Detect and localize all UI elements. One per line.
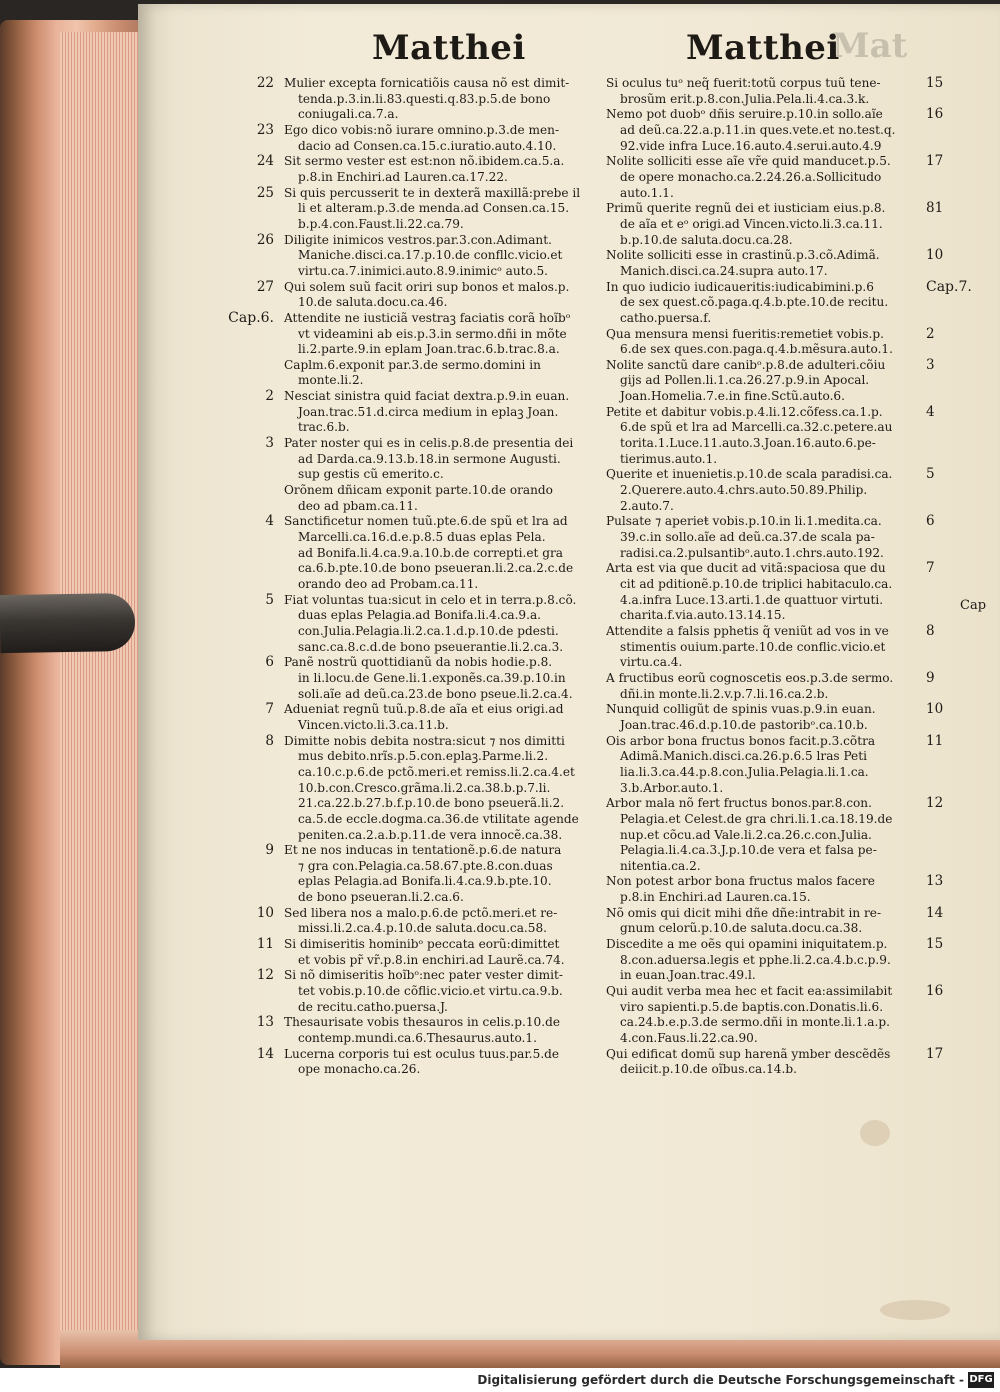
text-line: lia.li.3.ca.44.p.8.con.Julia.Pelagia.li.1.ca. — [620, 764, 869, 779]
verse-number: 17 — [926, 1045, 944, 1062]
verse-number: 3 — [265, 435, 274, 452]
text-line: li.2.parte.9.in eplam Joan.trac.6.b.trac.8.a. — [298, 342, 560, 357]
text-line: Nunquid colligũt de spinis vuas.p.9.in euan. — [606, 702, 876, 717]
text-line: Nõ omis qui dicit mihi dñe dñe:intrabit in re- — [606, 905, 882, 920]
verse-entry — [606, 356, 935, 405]
dfg-logo: DFG — [968, 1372, 994, 1388]
verse-entry — [606, 403, 935, 468]
verse-number: 24 — [256, 153, 274, 170]
text-line: de sex quest.cõ.paga.q.4.b.pte.10.de recitu. — [620, 295, 889, 310]
verse-entry — [606, 904, 944, 937]
verse-entry — [256, 75, 602, 123]
verse-number: 16 — [926, 983, 944, 1000]
text-line: 6.de sex ques.con.paga.q.4.b.mẽsura.auto.1. — [620, 342, 893, 357]
text-line: Nolite solliciti esse in crastinũ.p.3.cõ.Adimã. — [606, 248, 880, 263]
verse-entry — [606, 75, 944, 107]
verse-number: 8 — [265, 732, 274, 749]
chapter-marker: Cap.7. — [926, 278, 972, 295]
verse-entry — [256, 936, 602, 968]
text-line: Dimitte nobis debita nostra:sicut ⁊ nos dimitti — [284, 733, 565, 748]
text-line: sup gestis cũ emerito.c. — [298, 467, 444, 482]
verse-entry — [606, 278, 972, 327]
page-pointer-tool — [0, 593, 135, 653]
text-line: Adimã.Manich.disci.ca.26.p.6.5 lras Peti — [620, 749, 867, 764]
text-line: monte.li.2. — [298, 373, 364, 388]
verse-number: 26 — [256, 231, 274, 248]
text-line: Nemo pot duobᵒ dñis seruire.p.10.in sollo.aĩe — [606, 107, 883, 122]
text-line: in li.locu.de Gene.li.1.exponẽs.ca.39.p.10.in — [298, 670, 566, 685]
verse-number: 15 — [926, 75, 944, 91]
verse-number: 10 — [256, 904, 274, 921]
text-line: Querite et inuenietis.p.10.de scala paradisi.ca. — [606, 467, 893, 482]
text-line: tenda.p.3.in.li.83.questi.q.83.p.5.de bono — [298, 91, 551, 106]
verse-number: 15 — [926, 936, 944, 953]
text-line: Petite et dabitur vobis.p.4.li.12.cõfess.ca.1.p. — [606, 404, 883, 419]
text-line: ad Bonifa.li.4.ca.9.a.10.b.de correpti.et gra — [298, 545, 563, 560]
text-line: Attendite ne iusticiã vestraꝫ faciatis corã hoĩbᵒ — [284, 310, 571, 325]
verse-entry — [606, 669, 935, 702]
text-line: charita.f.via.auto.13.14.15. — [620, 608, 786, 623]
text-line: Joan.trac.51.d.circa medium in eplaꝫ Joan. — [298, 404, 559, 419]
verse-number: 6 — [926, 513, 935, 530]
text-line: in euan.Joan.trac.49.l. — [620, 968, 756, 983]
left-text-column — [228, 75, 602, 1078]
verse-entry — [606, 936, 944, 984]
text-line: Pelagia.et Celest.de gra chri.li.1.ca.18.19.de — [620, 811, 893, 826]
verse-entry — [256, 231, 602, 280]
verse-entry — [265, 701, 602, 733]
verse-number: 7 — [926, 560, 935, 577]
text-line: Thesaurisate vobis thesauros in celis.p.10.de — [284, 1015, 560, 1030]
text-line: 2.Querere.auto.4.chrs.auto.50.89.Philip. — [620, 483, 868, 498]
verse-entry — [606, 153, 944, 201]
verse-number: 2 — [265, 388, 274, 405]
verse-entry — [256, 278, 602, 311]
text-line: A fructibus eorũ cognoscetis eos.p.3.de sermo. — [606, 670, 894, 685]
verse-number: 3 — [926, 356, 935, 373]
text-line: ad Darda.ca.9.13.b.18.in sermone Augusti. — [298, 451, 561, 466]
verse-entry — [256, 153, 602, 185]
text-line: b.p.10.de saluta.docu.ca.28. — [620, 232, 793, 247]
digitization-footer — [0, 1368, 1000, 1392]
text-line: vt videamini ab eis.p.3.in sermo.dñi in mõte — [298, 326, 567, 341]
verse-entry — [606, 732, 944, 797]
text-line: Et ne nos inducas in tentationẽ.p.6.de natura — [284, 843, 562, 858]
text-line: Caplm.6.exponit par.3.de sermo.domini in — [284, 357, 541, 372]
paper-stain — [860, 1120, 890, 1146]
text-line: de recitu.catho.puersa.J. — [298, 999, 448, 1014]
text-line: ope monacho.ca.26. — [298, 1062, 421, 1077]
text-line: Nolite sanctũ dare canibᵒ.p.8.de adulteri.cõiu — [606, 357, 886, 372]
verse-entry — [284, 358, 602, 389]
text-line: soli.aĩe ad deũ.ca.23.de bono pseue.li.2.ca.4. — [298, 686, 573, 701]
text-line: Qui solem suũ facit oriri sup bonos et malos.p. — [284, 279, 570, 294]
verse-number: 11 — [926, 732, 944, 749]
chapter-marker: Cap.6. — [228, 309, 274, 326]
verse-entry — [606, 622, 935, 671]
text-line: 6.de spũ et lra ad Marcelli.ca.32.c.petere.au — [620, 420, 893, 435]
text-line: contemp.mundi.ca.6.Thesaurus.auto.1. — [298, 1031, 537, 1046]
text-line: Arta est via que ducit ad vitã:spaciosa que du — [606, 561, 886, 576]
verse-number: 6 — [265, 654, 274, 671]
text-line: 8.con.aduersa.legis et pphe.li.2.ca.4.b.c.p.9. — [620, 952, 891, 967]
verse-entry — [606, 701, 944, 733]
text-line: auto.1.1. — [620, 185, 674, 200]
verse-entry — [256, 967, 602, 1015]
text-line: Diligite inimicos vestros.par.3.con.Adimant. — [284, 232, 552, 247]
verse-number: 22 — [256, 75, 274, 91]
text-line: deiicit.p.10.de oĩbus.ca.14.b. — [620, 1062, 797, 1077]
text-line: deo ad pbam.ca.11. — [298, 498, 418, 513]
text-line: Nesciat sinistra quid faciat dextra.p.9.in euan. — [284, 389, 570, 404]
verse-entry — [606, 247, 944, 279]
verse-number: 5 — [926, 466, 935, 483]
text-line: Fiat voluntas tua:sicut in celo et in terra.p.8.cõ. — [284, 592, 577, 607]
verse-entry — [606, 466, 935, 514]
text-line: cit ad pditionẽ.p.10.de triplici habitaculo.ca. — [620, 577, 893, 591]
text-line: et vobis pr̃ vr̃.p.8.in enchiri.ad Laurẽ.ca.74. — [298, 952, 565, 967]
text-line: Sanctificetur nomen tuũ.pte.6.de spũ et lra ad — [284, 514, 568, 529]
text-line: Si quis percusserit te in dexterã maxillã:prebe il — [284, 185, 581, 200]
text-line: de opere monacho.ca.2.24.26.a.Sollicitudo — [620, 169, 882, 184]
verse-number: 4 — [926, 403, 935, 420]
text-line: 10.de saluta.docu.ca.46. — [298, 295, 448, 310]
verse-number: 13 — [256, 1014, 274, 1031]
verse-number: 10 — [926, 247, 944, 264]
text-line: Sed libera nos a malo.p.6.de pctõ.meri.et re- — [284, 905, 558, 920]
verse-number: 81 — [926, 200, 944, 217]
text-line: Panẽ nostrũ quottidianũ da nobis hodie.p.8. — [284, 655, 553, 670]
text-line: Orõnem dñicam exponit parte.10.de orando — [284, 483, 553, 498]
paper-stain — [880, 1300, 950, 1320]
text-line: 92.vide infra Luce.16.auto.4.serui.auto.4.9 — [620, 138, 882, 153]
text-line: Nolite solliciti esse aĩe vr̃e quid manducet.p.5. — [606, 154, 891, 169]
verse-number: 12 — [926, 795, 944, 812]
text-line: Qui audit verba mea hec et facit ea:assimilabit — [606, 984, 893, 999]
text-line: Ego dico vobis:nõ iurare omnino.p.3.de men- — [284, 122, 560, 137]
verse-number: 13 — [926, 873, 944, 890]
text-line: de aĩa et eᵒ origi.ad Vincen.victo.li.3.ca.11. — [620, 216, 883, 231]
verse-entry — [606, 200, 944, 248]
text-line: nup.et cõcu.ad Vale.li.2.ca.26.c.con.Julia. — [620, 827, 872, 842]
text-line: Joan.Homelia.7.e.in fine.Sctũ.auto.6. — [620, 389, 845, 404]
text-line: radisi.ca.2.pulsantibᵒ.auto.1.chrs.auto.192. — [620, 545, 884, 560]
text-line: ⁊ gra con.Pelagia.ca.58.67.pte.8.con.duas — [298, 858, 553, 873]
verse-number: 23 — [256, 121, 274, 138]
verse-entry — [606, 513, 935, 561]
text-line: Non potest arbor bona fructus malos facere — [606, 874, 875, 889]
text-line: ca.10.c.p.6.de pctõ.meri.et remiss.li.2.ca.4.et — [298, 764, 575, 779]
text-line: Sit sermo vester est est:non nõ.ibidem.ca.5.a. — [284, 154, 565, 169]
text-line: Qui edificat domũ sup harenã ymber descẽdẽs — [606, 1046, 891, 1061]
verse-entry — [606, 873, 944, 905]
text-line: catho.puersa.f. — [620, 310, 712, 325]
text-line: Discedite a me oẽs qui opamini iniquitatem.p. — [606, 937, 888, 952]
text-line: ca.6.b.pte.10.de bono pseueran.li.2.ca.2.c.de — [298, 561, 574, 576]
text-line: Attendite a falsis pphetis q̃ veniũt ad vos in ve — [606, 623, 889, 638]
text-line: p.8.in Enchiri.ad Lauren.ca.17.22. — [298, 169, 508, 184]
text-line: Qua mensura mensi fueritis:remetieŧ vobis.p. — [606, 326, 884, 341]
text-line: li et alteram.p.3.de menda.ad Consen.ca.15. — [298, 201, 570, 216]
text-line: trac.6.b. — [298, 420, 350, 435]
text-line: tet vobis.p.10.de cõflic.vicio.et virtu.ca.9.b. — [298, 984, 563, 999]
verse-number: 27 — [256, 278, 274, 295]
text-line: Mulier excepta fornicatiõis causa nõ est dimit- — [284, 76, 570, 90]
text-line: 3.b.Arbor.auto.1. — [620, 780, 724, 795]
verse-number: 9 — [926, 669, 935, 686]
text-line: b.p.4.con.Faust.li.22.ca.79. — [298, 216, 464, 231]
verse-number: 4 — [265, 513, 274, 530]
text-line: ca.24.b.e.p.3.de sermo.dñi in monte.li.1.a.p. — [620, 1015, 890, 1030]
verse-entry — [265, 654, 602, 702]
text-line: dacio ad Consen.ca.15.c.iuratio.auto.4.10. — [298, 138, 557, 153]
verse-entry — [265, 435, 602, 483]
verse-entry — [228, 309, 602, 358]
text-line: Adueniat regnũ tuũ.p.8.de aĩa et eius origi.ad — [284, 702, 564, 717]
text-line: 21.ca.22.b.27.b.f.p.10.de bono pseuerã.li.2. — [298, 796, 565, 811]
verse-number: 9 — [265, 842, 274, 859]
text-line: 39.c.in sollo.aĩe ad deũ.ca.37.de scala pa- — [620, 530, 875, 545]
verse-entry — [265, 591, 602, 656]
verse-entry — [256, 184, 602, 233]
text-line: peniten.ca.2.a.b.p.11.de vera innocẽ.ca.38. — [298, 827, 563, 842]
verse-entry — [284, 483, 602, 514]
verse-number: 8 — [926, 622, 935, 639]
verse-entry — [256, 904, 602, 937]
verse-entry — [265, 732, 602, 844]
text-line: In quo iudicio iudicaueritis:iudicabimini.p.6 — [606, 279, 874, 294]
text-line: Lucerna corporis tui est oculus tuus.par.5.de — [284, 1046, 560, 1061]
footer-credit: Digitalisierung gefördert durch die Deutsche Forschungsgemeinschaft - — [477, 1373, 964, 1387]
text-line: eplas Pelagia.ad Bonifa.li.4.ca.9.b.pte.10. — [298, 874, 552, 889]
text-line: Pulsate ⁊ aperieŧ vobis.p.10.in li.1.medita.ca. — [606, 514, 882, 529]
verse-number: 17 — [926, 153, 944, 170]
verse-entry — [256, 121, 602, 154]
verse-number: 5 — [265, 591, 274, 608]
text-line: Manich.disci.ca.24.supra auto.17. — [620, 263, 828, 278]
text-line: 10.b.con.Cresco.grãma.li.2.ca.38.b.p.7.li. — [298, 780, 551, 795]
verse-number: 16 — [926, 106, 944, 123]
verse-entry — [256, 1014, 602, 1046]
text-line: virtu.ca.4. — [620, 655, 683, 670]
text-line: Vincen.victo.li.3.ca.11.b. — [298, 717, 449, 732]
text-line: virtu.ca.7.inimici.auto.8.9.inimicᵒ auto.5. — [298, 263, 548, 278]
text-line: sanc.ca.8.c.d.de bono pseuerantie.li.2.ca.3. — [298, 639, 564, 654]
text-line: stimentis ouium.parte.10.de conflic.vicio.et — [620, 639, 886, 654]
text-line: mus debito.nrĩs.p.5.con.eplaꝫ.Parme.li.2. — [298, 749, 549, 764]
verse-entry — [606, 1045, 944, 1078]
text-line: 2.auto.7. — [620, 498, 674, 513]
text-line: viro sapienti.p.5.de baptis.con.Donatis.li.6. — [620, 999, 884, 1014]
verse-entry — [606, 325, 935, 358]
verse-number: 14 — [926, 904, 944, 921]
text-line: dñi.in monte.li.2.v.p.7.li.16.ca.2.b. — [620, 686, 829, 701]
verse-number: 10 — [926, 701, 944, 718]
text-line: 4.con.Faus.li.22.ca.90. — [620, 1031, 758, 1046]
verse-entry — [265, 388, 602, 436]
verse-entry — [265, 513, 602, 592]
left-running-head: Matthei — [372, 28, 526, 68]
text-line: gnum celorũ.p.10.de saluta.docu.ca.38. — [620, 921, 863, 936]
text-line: torita.1.Luce.11.auto.3.Joan.16.auto.6.pe- — [620, 436, 876, 451]
verse-number: 14 — [256, 1045, 274, 1062]
verse-entry — [606, 106, 944, 154]
text-line: Joan.trac.46.d.p.10.de pastoribᵒ.ca.10.b. — [620, 717, 868, 732]
text-line: Ois arbor bona fructus bonos facit.p.3.cõtra — [606, 733, 876, 748]
verse-number: 2 — [926, 325, 935, 342]
text-line: con.Julia.Pelagia.li.2.ca.1.d.p.10.de pdesti. — [298, 623, 559, 638]
verse-number: 11 — [256, 936, 274, 953]
text-line: orando deo ad Probam.ca.11. — [298, 577, 479, 591]
right-text-column — [606, 75, 972, 1078]
text-line: Primũ querite regnũ dei et iusticiam eius.p.8. — [606, 201, 886, 216]
verse-number: 25 — [256, 184, 274, 201]
verse-entry — [606, 560, 935, 624]
text-line: de bono pseueran.li.2.ca.6. — [298, 890, 464, 905]
verse-entry — [606, 983, 944, 1047]
verse-entry — [265, 842, 602, 906]
text-line: ca.5.de eccle.dogma.ca.36.de vtilitate agende — [298, 811, 579, 826]
text-line: Si oculus tuᵒ neq̃ fuerit:totũ corpus tuũ tene- — [606, 76, 881, 90]
text-line: Arbor mala nõ fert fructus bonos.par.8.con. — [606, 796, 872, 811]
verse-number: 12 — [256, 967, 274, 984]
text-line: duas eplas Pelagia.ad Bonifa.li.4.ca.9.a. — [298, 608, 542, 623]
verse-entry — [606, 795, 944, 874]
text-line: Marcelli.ca.16.d.e.p.8.5 duas eplas Pela. — [298, 530, 546, 545]
verse-entry — [256, 1045, 602, 1078]
text-line: tierimus.auto.1. — [620, 451, 718, 466]
text-line: gijs ad Pollen.li.1.ca.26.27.p.9.in Apocal. — [620, 373, 870, 388]
page-stack — [60, 32, 140, 1352]
text-line: Pater noster qui es in celis.p.8.de presentia dei — [284, 436, 574, 451]
text-line: ad deũ.ca.22.a.p.11.in ques.vete.et no.test.q. — [620, 122, 896, 137]
text-line: Maniche.disci.ca.17.p.10.de confllc.vicio.et — [298, 248, 563, 263]
text-line: nitentia.ca.2. — [620, 858, 701, 873]
text-line: Si nõ dimiseritis hoĩbᵒ:nec pater vester dimit- — [284, 968, 563, 983]
text-line: p.8.in Enchiri.ad Lauren.ca.15. — [620, 890, 811, 905]
right-edge-marginal: Cap — [960, 598, 987, 613]
text-line: missi.li.2.ca.4.p.10.de saluta.docu.ca.58. — [298, 921, 547, 936]
right-running-head: Matthei — [686, 28, 840, 68]
text-line: brosũm erit.p.8.con.Julia.Pela.li.4.ca.3.k. — [620, 91, 870, 106]
verse-number: 7 — [265, 701, 274, 718]
text-line: 4.a.infra Luce.13.arti.1.de quattuor virtuti. — [620, 592, 884, 607]
text-line: coniugali.ca.7.a. — [298, 107, 399, 122]
show-through-head: Mat — [832, 26, 908, 66]
text-line: Si dimiseritis hominibᵒ peccata eorũ:dimittet — [284, 937, 560, 952]
text-line: Pelagia.li.4.ca.3.J.p.10.de vera et falsa pe- — [620, 843, 877, 858]
